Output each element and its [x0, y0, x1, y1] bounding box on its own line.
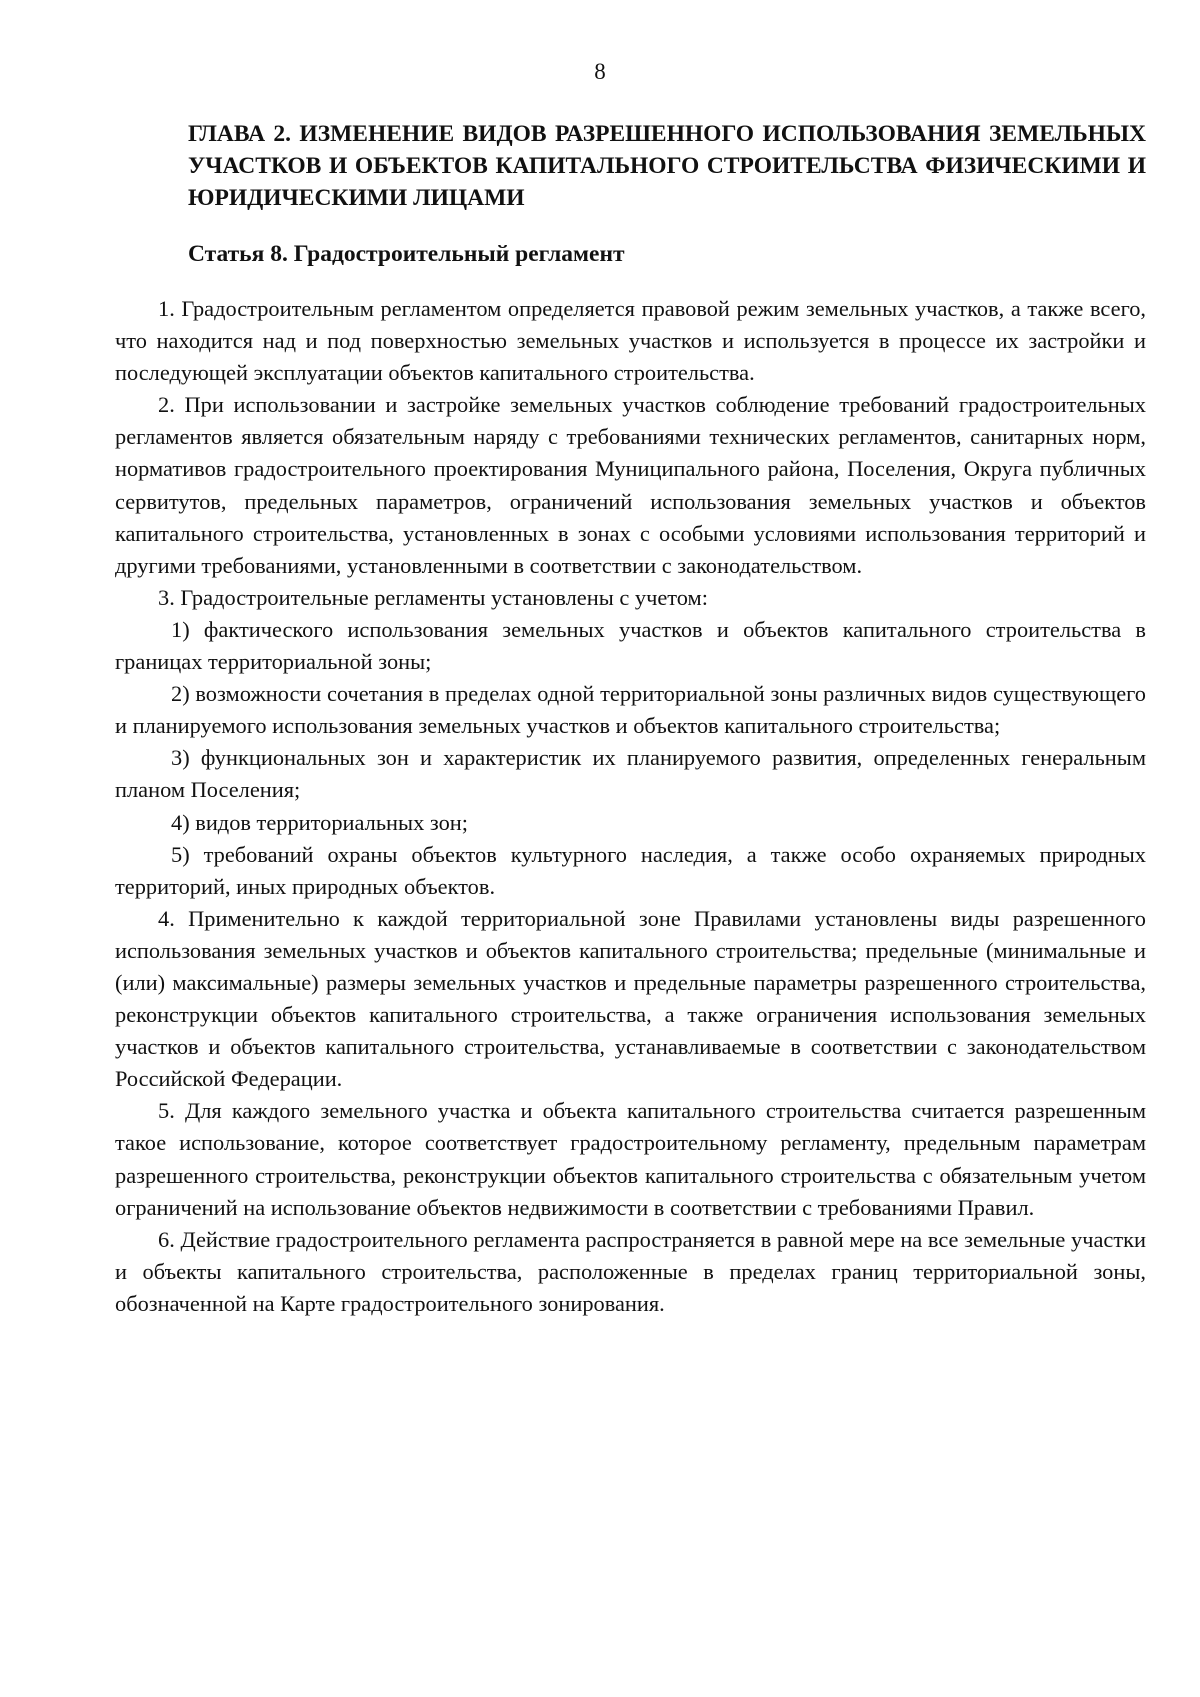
- sub-item-4: 4) видов территориальных зон;: [171, 809, 468, 835]
- paragraph-4: 4. Применительно к каждой территориальной зоне Правилами установлены виды разрешенного использования земельных участков и объектов капитального строительства; предельные (минимальные и (или) максимальные) размеры земельных участков и предельные параметры разрешенного строительства, реконструкции объектов капитального строительства, а также ограничения использования земельных участков и объектов капитального строительства, устанавливаемые в соответствии с законодательством Российской Федерации.: [115, 905, 1146, 1092]
- page-number: 8: [594, 59, 606, 84]
- paragraph-3: 3. Градостроительные регламенты установлены с учетом:: [158, 584, 708, 610]
- sub-item-3: 3) функциональных зон и характеристик их планируемого развития, определенных генеральным планом Поселения;: [115, 745, 1146, 803]
- chapter-title: ГЛАВА 2. ИЗМЕНЕНИЕ ВИДОВ РАЗРЕШЕННОГО ИСПОЛЬЗОВАНИЯ ЗЕМЕЛЬНЫХ УЧАСТКОВ И ОБЪЕКТОВ КАПИТАЛЬНОГО СТРОИТЕЛЬСТВА ФИЗИЧЕСКИМИ И ЮРИДИЧЕСКИМИ ЛИЦАМИ: [188, 121, 1146, 211]
- article-body: [115, 293, 1146, 1320]
- paragraph-2: 2. При использовании и застройке земельных участков соблюдение требований градостроительных регламентов является обязательным наряду с требованиями технических регламентов, санитарных норм, нормативов градостроительного проектирования Муниципального района, Поселения, Округа публичных сервитутов, предельных параметров, ограничений использования земельных участков и объектов капитального строительства, установленных в зонах с особыми условиями использования территорий и другими требованиями, установленными в соответствии с законодательством.: [115, 392, 1146, 578]
- paragraph-1: 1. Градостроительным регламентом определяется правовой режим земельных участков, а также всего, что находится над и под поверхностью земельных участков и используется в процессе их застройки и последующей эксплуатации объектов капитального строительства.: [115, 296, 1146, 386]
- paragraph-5: 5. Для каждого земельного участка и объекта капитального строительства считается разрешенным такое использование, которое соответствует градостроительному регламенту, предельным параметрам разрешенного строительства, реконструкции объектов капитального строительства с обязательным учетом ограничений на использование объектов недвижимости в соответствии с требованиями Правил.: [115, 1098, 1146, 1220]
- sub-item-1: 1) фактического использования земельных участков и объектов капитального строительства в границах территориальной зоны;: [115, 616, 1146, 675]
- sub-item-5: 5) требований охраны объектов культурного наследия, а также особо охраняемых природных территорий, иных природных объектов.: [115, 841, 1146, 899]
- sub-item-2: 2) возможности сочетания в пределах одной территориальной зоны различных видов существующего и планируемого использования земельных участков и объектов капитального строительства;: [115, 681, 1146, 739]
- article-title: Статья 8. Градостроительный регламент: [188, 241, 625, 267]
- paragraph-6: 6. Действие градостроительного регламента распространяется в равной мере на все земельные участки и объекты капитального строительства, расположенные в пределах границ территориальной зоны, обозначенной на Карте градостроительного зонирования.: [115, 1226, 1146, 1316]
